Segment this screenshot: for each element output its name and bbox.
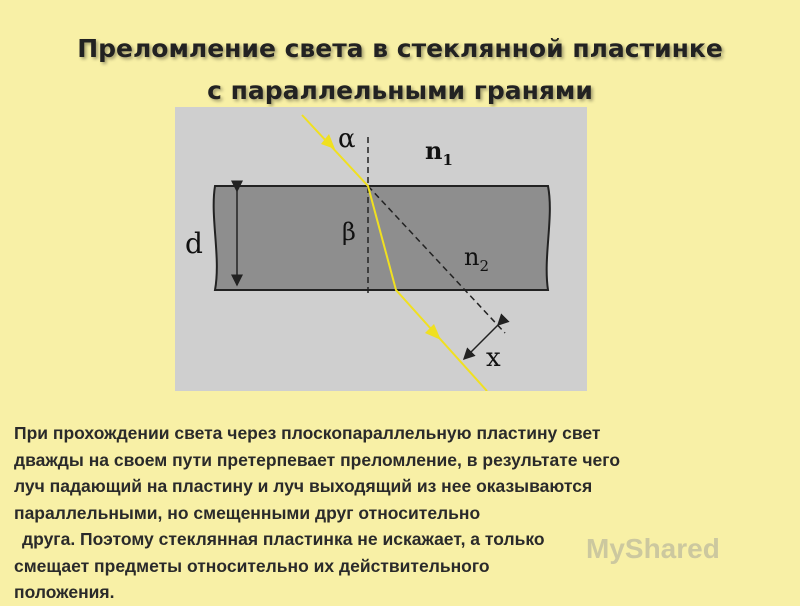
beta-label: β	[342, 218, 356, 246]
description-line: дважды на своем пути претерпевает преломление, в результате чего	[14, 449, 621, 470]
title-line-1: Преломление света в стеклянной пластинке	[77, 34, 723, 63]
description-line: луч падающий на пластину и луч выходящий из нее оказываются	[14, 476, 593, 496]
title-line-2: с параллельными гранями	[207, 76, 593, 105]
x-label: x	[486, 343, 501, 373]
description-line: При прохождении света через плоскопараллельную пластину свет	[14, 423, 601, 443]
refraction-diagram	[175, 107, 587, 391]
description-line: друга. Поэтому стеклянная пластинка не искажает, а только	[22, 529, 545, 549]
alpha-label: α	[338, 124, 356, 154]
n1-subscript: 1	[442, 151, 453, 169]
slide-title	[0, 28, 800, 112]
description-line: положения.	[14, 582, 115, 602]
n2-label: $n_2$	[464, 243, 490, 275]
n1-label: $n_1$	[425, 136, 453, 169]
watermark: MyShared	[586, 533, 720, 564]
n2-subscript: 2	[479, 257, 490, 275]
description-line: параллельными, но смещенными друг относительно	[14, 502, 481, 523]
description-line: смещает предметы относительно их действительного	[14, 555, 490, 576]
description-text	[14, 420, 784, 606]
d-label: d	[185, 227, 203, 260]
